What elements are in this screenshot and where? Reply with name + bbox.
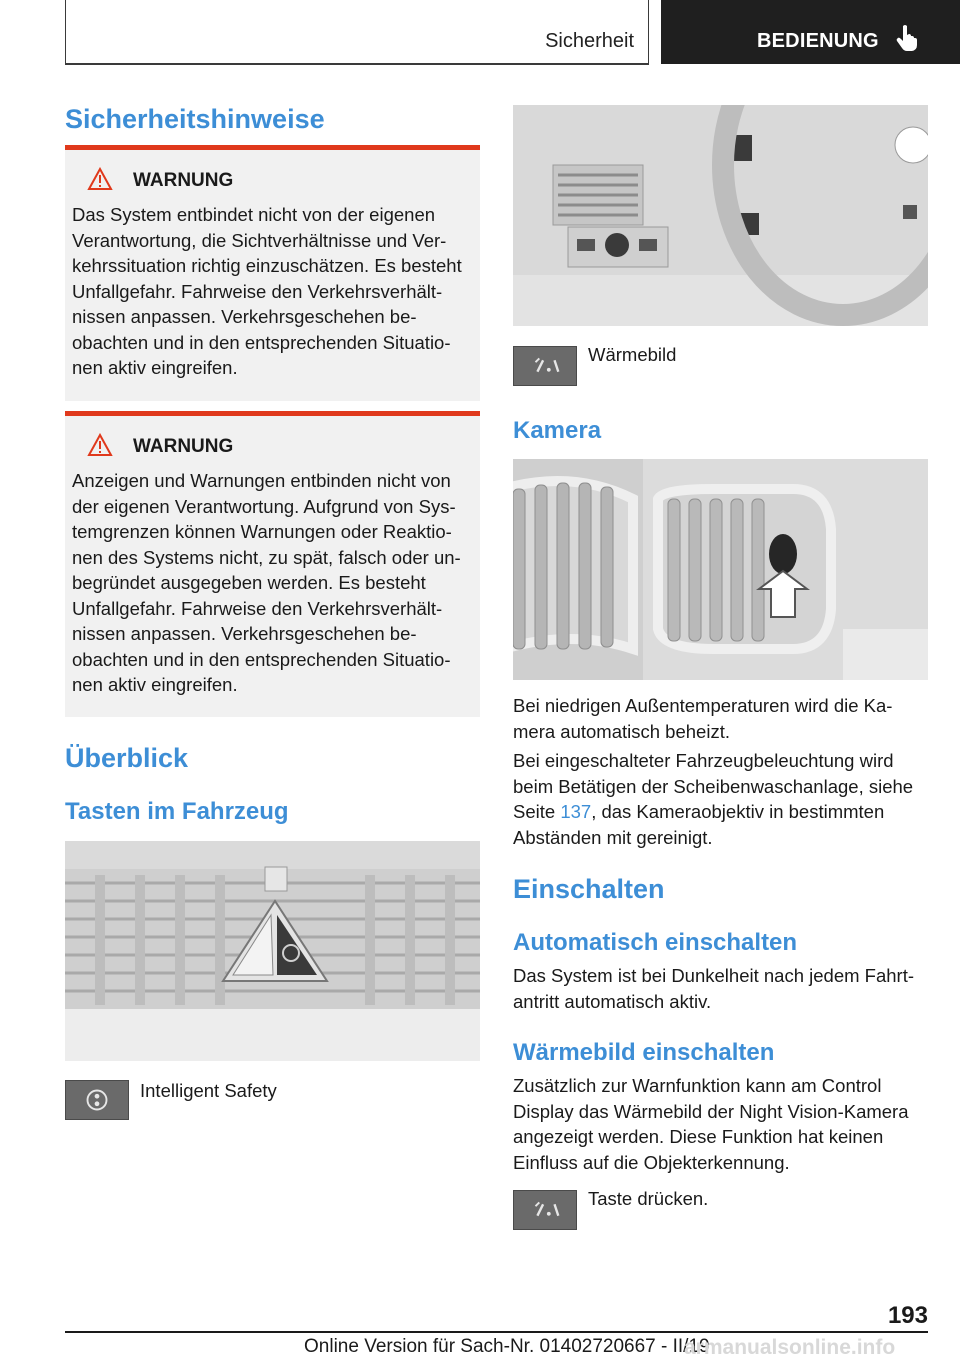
section-title-ueberblick: Überblick — [65, 743, 189, 773]
text-fragment: Seite — [513, 801, 561, 822]
text-line: Das System entbindet nicht von der eigenen — [72, 204, 436, 225]
night-vision-button-icon — [513, 1190, 577, 1230]
warning-title: WARNUNG — [133, 170, 234, 191]
safety-symbol-icon — [66, 1081, 128, 1119]
watermark-logo: armanualsonline.info — [684, 1336, 896, 1359]
auto-paragraph — [513, 963, 914, 1014]
subsection-title-waermebild: Wärmebild einschalten — [513, 1039, 775, 1066]
header-chapter-tab — [661, 0, 960, 64]
header-underline — [65, 63, 649, 65]
header-section-label: Sicherheit — [545, 30, 634, 52]
camera-paragraph-1 — [513, 693, 892, 744]
text-line — [513, 799, 913, 825]
footer-rule — [65, 1331, 928, 1333]
dashboard-switch-drawing — [65, 841, 480, 1061]
warning-title: WARNUNG — [133, 436, 234, 457]
section-title-einschalten: Einschalten — [513, 874, 665, 904]
text-line: nen aktiv eingreifen. — [72, 674, 238, 695]
text-line: antritt automatisch aktiv. — [513, 990, 712, 1012]
hand-pointer-icon — [895, 24, 921, 52]
night-vision-symbol-icon — [514, 347, 576, 385]
text-line: angezeigt werden. Diese Funktion hat keinen — [513, 1126, 884, 1147]
night-vision-symbol-icon — [514, 1191, 576, 1229]
warning-text — [72, 202, 477, 381]
intelligent-safety-button-icon — [65, 1080, 129, 1120]
header-chapter-label: BEDIENUNG — [757, 30, 879, 52]
cockpit-illustration — [513, 105, 928, 326]
button-panel-illustration — [65, 841, 480, 1061]
text-line: beim Betätigen der Scheibenwaschanlage, siehe — [513, 775, 914, 797]
text-line: nissen anpassen. Verkehrsgeschehen be- — [72, 306, 417, 327]
text-line: Bei niedrigen Außentemperaturen wird die Ka- — [513, 695, 893, 716]
warning-box-1 — [65, 145, 480, 401]
text-line: nen des Systems nicht, zu spät, falsch oder un- — [72, 546, 461, 568]
text-line: obachten und in den entsprechenden Situatio- — [72, 648, 451, 670]
text-line: Zusätzlich zur Warnfunktion kann am Control — [513, 1075, 882, 1096]
camera-paragraph-2 — [513, 748, 913, 850]
subsection-title-tasten: Tasten im Fahrzeug — [65, 798, 289, 825]
intelligent-safety-caption: Intelligent Safety — [140, 1080, 277, 1101]
text-line: Display das Wärmebild der Night Vision-Kamera — [513, 1100, 909, 1122]
warning-box-2 — [65, 411, 480, 717]
kidney-grille-camera-illustration — [513, 459, 928, 680]
text-line: Unfallgefahr. Fahrweise den Verkehrsverhält- — [72, 280, 443, 302]
kidney-grille-drawing — [513, 459, 928, 680]
text-line: Unfallgefahr. Fahrweise den Verkehrsverhält- — [72, 597, 443, 619]
text-line: mera automatisch beheizt. — [513, 720, 730, 742]
text-line: Das System ist bei Dunkelheit nach jedem Fahrt- — [513, 965, 915, 986]
subsection-title-automatisch: Automatisch einschalten — [513, 929, 798, 956]
thermal-image-caption: Wärmebild — [588, 344, 677, 365]
text-line: Bei eingeschalteter Fahrzeugbeleuchtung wird — [513, 750, 894, 771]
thermal-paragraph — [513, 1073, 909, 1175]
footer-online-version: Online Version für Sach-Nr. 01402720667 - II/19 — [304, 1336, 710, 1357]
text-line: nen aktiv eingreifen. — [72, 357, 238, 378]
text-fragment: , das Kameraobjektiv in bestimmten — [591, 801, 885, 822]
text-line: Verantwortung, die Sichtverhältnisse und Ver- — [72, 229, 447, 251]
header-divider-left — [65, 0, 66, 64]
text-line: Abständen mit gereinigt. — [513, 826, 713, 848]
text-line: kehrssituation richtig einzuschätzen. Es besteht — [72, 255, 462, 276]
subsection-title-kamera: Kamera — [513, 417, 602, 444]
warning-text — [72, 468, 477, 698]
text-line: Anzeigen und Warnungen entbinden nicht von — [72, 470, 451, 491]
text-line: temgrenzen können Warnungen oder Reaktio- — [72, 521, 452, 542]
press-button-caption: Taste drücken. — [588, 1188, 709, 1209]
night-vision-button-icon — [513, 346, 577, 386]
warning-triangle-icon — [87, 433, 113, 457]
text-line: Einfluss auf die Objekterkennung. — [513, 1151, 790, 1173]
text-line: obachten und in den entsprechenden Situatio- — [72, 331, 451, 353]
text-line: begründet ausgegeben werden. Es besteht — [72, 572, 426, 593]
page-number: 193 — [887, 1302, 928, 1329]
section-title-sicherheitshinweise: Sicherheitshinweise — [65, 104, 325, 134]
warning-triangle-icon — [87, 167, 113, 191]
cockpit-drawing — [513, 105, 928, 326]
text-line: nissen anpassen. Verkehrsgeschehen be- — [72, 623, 417, 644]
text-line: der eigenen Verantwortung. Aufgrund von Sys- — [72, 495, 456, 517]
page-link-137[interactable]: 137 — [560, 801, 592, 822]
header-divider-right — [648, 0, 649, 64]
